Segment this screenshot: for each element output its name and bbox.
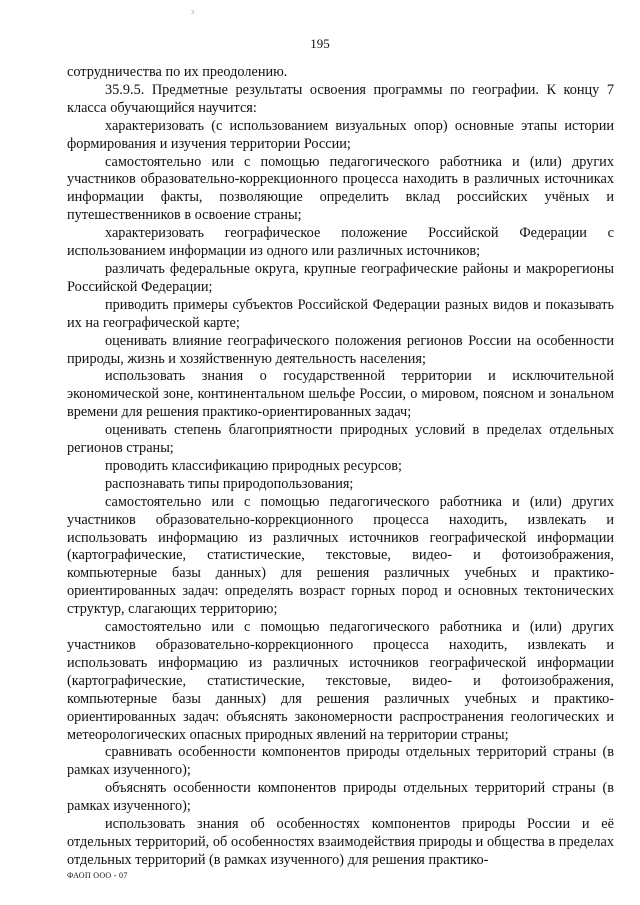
paragraph-item: проводить классификацию природных ресурсов; bbox=[105, 457, 403, 474]
paragraph-item: самостоятельно или с помощью педагогического работника и (или) других участников образовательно-коррекционного процесса находить, извлекать и использовать информацию из различных источников географической информации (картографические, статистические, текстовые, видео- и фотоизображения, компьютерные базы данных) для решения различных учебных и практико-ориентированных задач: определять возраст горных пород и основных тектонических структур, слагающих территорию; bbox=[67, 493, 614, 618]
paragraph-continuation: сотрудничества по их преодолению. bbox=[67, 64, 288, 80]
paragraph-item: использовать знания о государственной территории и исключительной экономической зоне, континентальном шельфе России, о мировом, поясном и зональном времени для решения практико-ориентированных задач; bbox=[67, 368, 614, 421]
paragraph-item: самостоятельно или с помощью педагогического работника и (или) других участников образовательно-коррекционного процесса находить, извлекать и использовать информацию из различных источников географической информации (картографические, статистические, текстовые, видео- и фотоизображения, компьютерные базы данных) для решения различных учебных и практико-ориентированных задач: объяснять закономерности распространения геологических и метеорологических опасных природных явлений на территории страны; bbox=[67, 619, 614, 743]
paragraph-item: самостоятельно или с помощью педагогического работника и (или) других участников образовательно-коррекционного процесса находить в различных источниках информации факты, позволяющие определить вклад российских учёных и путешественников в освоение страны; bbox=[67, 153, 614, 224]
paragraph-item: характеризовать (с использованием визуальных опор) основные этапы истории формирования и изучения территории России; bbox=[67, 117, 614, 152]
page-number: 195 bbox=[310, 36, 330, 51]
paragraph-item: характеризовать географическое положение Российской Федерации с использованием информации из одного или различных источников; bbox=[67, 225, 614, 260]
paragraph-item: объяснять особенности компонентов природы отдельных территорий страны (в рамках изученного); bbox=[67, 780, 614, 815]
document-body bbox=[67, 64, 614, 870]
paragraph-item: оценивать степень благоприятности природных условий в пределах отдельных регионов страны; bbox=[67, 422, 614, 457]
scan-mark: 3 bbox=[191, 10, 194, 16]
paragraph-item: оценивать влияние географического положения регионов России на особенности природы, жизнь и хозяйственную деятельность населения; bbox=[67, 332, 614, 367]
paragraph-item: различать федеральные округа, крупные географические районы и макрорегионы Российской Федерации; bbox=[67, 260, 614, 295]
paragraph-section-heading: 35.9.5. Предметные результаты освоения программы по географии. К концу 7 класса обучающийся научится: bbox=[67, 81, 614, 116]
paragraph-item: распознавать типы природопользования; bbox=[105, 475, 354, 492]
footer-code: ФАОП ООО - 07 bbox=[67, 871, 128, 880]
paragraph-item: приводить примеры субъектов Российской Федерации разных видов и показывать их на географической карте; bbox=[67, 296, 614, 331]
paragraph-item: использовать знания об особенностях компонентов природы России и её отдельных территорий, об особенностях взаимодействия природы и общества в пределах отдельных территорий (в рамках изученного) для решения практико- bbox=[67, 816, 614, 868]
paragraph-item: сравнивать особенности компонентов природы отдельных территорий страны (в рамках изученного); bbox=[67, 744, 614, 779]
